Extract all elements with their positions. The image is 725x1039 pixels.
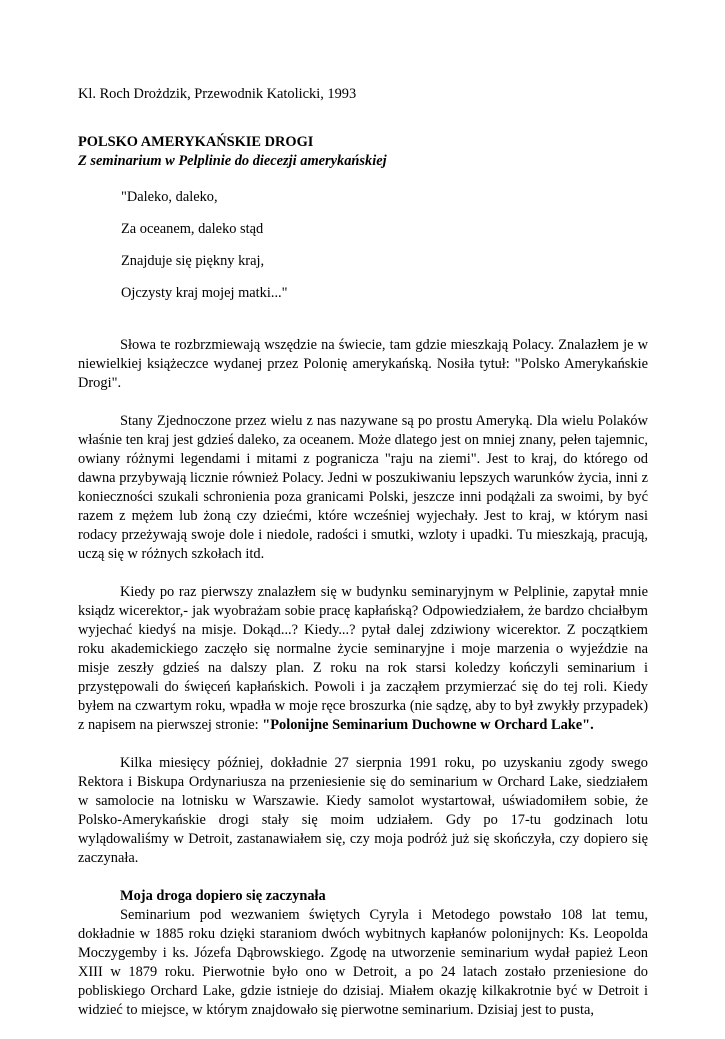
poem-line: Ojczysty kraj mojej matki..." [121,285,288,301]
paragraph: Stany Zjednoczone przez wielu z nas nazywane są po prostu Ameryką. Dla wielu Polaków właśnie ten kraj jest gdzieś daleko, za oceanem. Może dlatego jest on mniej znany, pełen tajemnic, owiany różnymi legendami i mitami z pogranicza "raju na ziemi". Jest to kraj, do którego od dawna przybywają licznie również Polacy. Jedni w poszukiwaniu lepszych warunków życia, inni z konieczności szukali schronienia poza granicami Polski, jeszcze inni podążali za swoimi, by być razem z mężem lub żoną czy dziećmi, które wcześniej wyjechały. Jest to kraj, w którym nasi rodacy przeżywają swoje dole i niedole, radości i smutki, wzloty i upadki. Tu mieszkają, pracują, uczą się w różnych szkołach itd. [78,413,648,562]
paragraph: Kilka miesięcy później, dokładnie 27 sierpnia 1991 roku, po uzyskaniu zgody swego Rektora i Biskupa Ordynariusza na przeniesienie się do seminarium w Orchard Lake, siedziałem w samolocie na lotnisku w Warszawie. Kiedy samolot wystartował, uświadomiłem sobie, że Polsko-Amerykańskie drogi stały się moim udziałem. Gdy po 17-tu godzinach lotu wylądowaliśmy w Detroit, zastanawiałem się, czy moja podróż już się skończyła, czy dopiero się zaczynała. [78,755,648,866]
paragraph-bold-text: "Polonijne Seminarium Duchowne w Orchard Lake". [262,717,594,733]
article-subtitle: Z seminarium w Pelplinie do diecezji amerykańskiej [78,153,387,169]
title-block [78,133,648,171]
paragraph: Słowa te rozbrzmiewają wszędzie na świecie, tam gdzie mieszkają Polacy. Znalazłem je w niewielkiej książeczce wydanej przez Polonię amerykańską. Nosiła tytuł: "Polsko Amerykańskie Drogi". [78,337,648,391]
document-page [78,85,648,1039]
paragraph-text: Kiedy po raz pierwszy znalazłem się w budynku seminaryjnym w Pelplinie, zapytał mnie ksiądz wicerektor,- jak wyobrażam sobie pracę kapłańską? Odpowiedziałem, że bardzo chciałbym wyjechać kiedyś na misje. Dokąd...? Kiedy...? pytał dalej zdziwiony wicerektor. Z początkiem roku akademickiego zaczęło się normalne życie seminaryjne i moje marzenia o wyjeździe na misje zeszły gdzieś na dalszy plan. Z roku na rok starsi koledzy kończyli seminarium i przystępowali do święceń kapłańskich. Powoli i ja zacząłem przymierzać się do tej roli. Kiedy byłem na czwartym roku, wpadła w moje ręce broszurka (nie sądzę, aby to był zwykły przypadek) z napisem na pierwszej stronie: [78,584,648,733]
paragraph [78,583,648,735]
article-title: POLSKO AMERYKAŃSKIE DROGI [78,134,314,150]
poem-line: "Daleko, daleko, [121,189,218,205]
source-line: Kl. Roch Drożdzik, Przewodnik Katolicki, 1993 [78,86,357,102]
section-heading: Moja droga dopiero się zaczynała [120,888,326,904]
poem-line: Za oceanem, daleko stąd [121,221,264,237]
poem-quote [121,188,648,303]
paragraph: Seminarium pod wezwaniem świętych Cyryla i Metodego powstało 108 lat temu, dokładnie w 1885 roku dzięki staraniom dwóch wybitnych kapłanów polonijnych: Ks. Leopolda Moczygemby i ks. Józefa Dąbrowskiego. Zgodę na utworzenie seminarium wydał papież Leon XIII w 1879 roku. Pierwotnie było ono w Detroit, a po 24 latach zostało przeniesione do pobliskiego Orchard Lake, gdzie istnieje do dzisiaj. Miałem okazję kilkakrotnie być w Detroit i widzieć to miejsce, w którym znajdowało się pierwotne seminarium. Dzisiaj jest to pusta, [78,907,648,1018]
poem-line: Znajduje się piękny kraj, [121,253,265,269]
